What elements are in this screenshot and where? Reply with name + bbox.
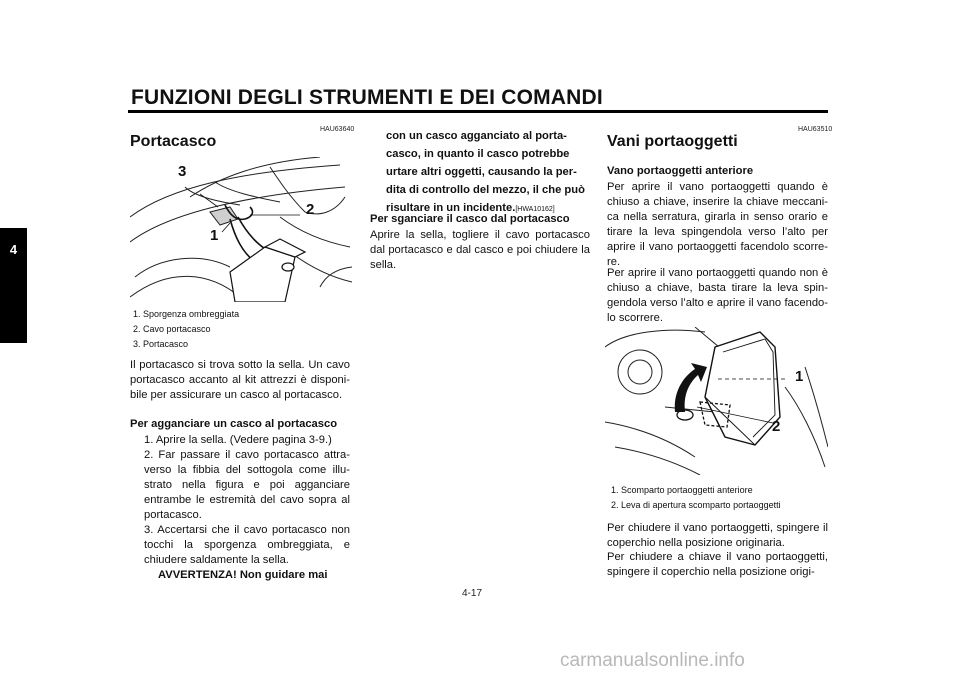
- chapter-number: 4: [9, 242, 18, 257]
- figure-label-2: 2: [306, 201, 315, 218]
- glovebox-illustration: [605, 327, 828, 475]
- header-rule: [128, 110, 828, 113]
- subheading-sganciare: Per sganciare il casco dal portacasco: [370, 213, 570, 225]
- vano-paragraph-1: Per aprire il vano portaoggetti quando è chiuso a chiave, inserire la chiave meccani-ca nella serratura, girarla in senso orario e tirare la leva spingendola verso l’alto per aprire il vano portaoggetti facendolo scorre-re.: [607, 181, 828, 268]
- caption-item: 2. Leva di apertura scomparto portaoggetti: [611, 500, 781, 510]
- section-code: HAU63640: [320, 126, 355, 133]
- sganciare-paragraph: Aprire la sella, togliere il cavo portacasco dal portacasco e dal casco e poi chiudere la sella.: [370, 229, 590, 271]
- page-title: FUNZIONI DEGLI STRUMENTI E DEI COMANDI: [131, 86, 603, 109]
- caption-item: 3. Portacasco: [133, 339, 189, 349]
- list-item: 1. Aprire la sella. (Vedere pagina 3-9.): [144, 434, 332, 446]
- figure-label-2: 2: [772, 418, 781, 435]
- list-item: 2. Far passare il cavo portacasco attra-verso la fibbia del sottogola come illu-strato nella figura e poi agganciare entrambe le estremità del cavo sopra al portacasco.: [144, 449, 350, 521]
- figure-label-1: 1: [795, 368, 804, 385]
- list-item: 3. Accertarsi che il cavo portacasco non tocchi la sporgenza ombreggiata, e chiudere saldamente la sella.: [144, 524, 350, 566]
- warning-code: [HWA10162]: [515, 206, 555, 213]
- section-heading-vani: Vani portaoggetti: [607, 133, 738, 150]
- vano-paragraph-4: Per chiudere a chiave il vano portaoggetti, spingere il coperchio nella posizione origi-: [607, 551, 828, 578]
- caption-item: 1. Sporgenza ombreggiata: [133, 309, 240, 319]
- warning-continuation: [386, 126, 590, 216]
- figure-captions: [133, 307, 239, 352]
- caption-item: 2. Cavo portacasco: [133, 324, 211, 334]
- watermark: carmanualsonline.info: [560, 650, 745, 671]
- figure-label-3: 3: [178, 163, 187, 180]
- figure-label-1: 1: [210, 227, 219, 244]
- section-code: HAU63510: [798, 126, 833, 133]
- helmet-holder-illustration: [130, 157, 352, 302]
- figure-captions: [611, 483, 781, 513]
- intro-paragraph: Il portacasco si trova sotto la sella. Un cavo portacasco accanto al kit attrezzi è disponi-bile per assicurare un casco al portacasco.: [130, 359, 350, 401]
- subheading-agganciare: Per agganciare un casco al portacasco: [130, 418, 338, 430]
- page-number: 4-17: [462, 588, 483, 599]
- section-heading-portacasco: Portacasco: [130, 133, 217, 150]
- subheading-vano-anteriore: Vano portaoggetti anteriore: [607, 165, 754, 177]
- caption-item: 1. Scomparto portaoggetti anteriore: [611, 485, 753, 495]
- warning-start: AVVERTENZA! Non guidare mai: [158, 569, 328, 581]
- steps-list: [144, 433, 350, 583]
- vano-paragraph-2: Per aprire il vano portaoggetti quando non è chiuso a chiave, basta tirare la leva spin-gendola verso l’alto e aprire il vano facendo-lo scorrere.: [607, 267, 828, 324]
- vano-paragraph-3: Per chiudere il vano portaoggetti, spingere il coperchio nella posizione originaria.: [607, 522, 828, 549]
- warning-text: con un casco agganciato al porta-casco, in quanto il casco potrebbe urtare altri oggetti, causando la per-dita di controllo del mezzo, il che può risultare in un incidente.: [386, 130, 585, 214]
